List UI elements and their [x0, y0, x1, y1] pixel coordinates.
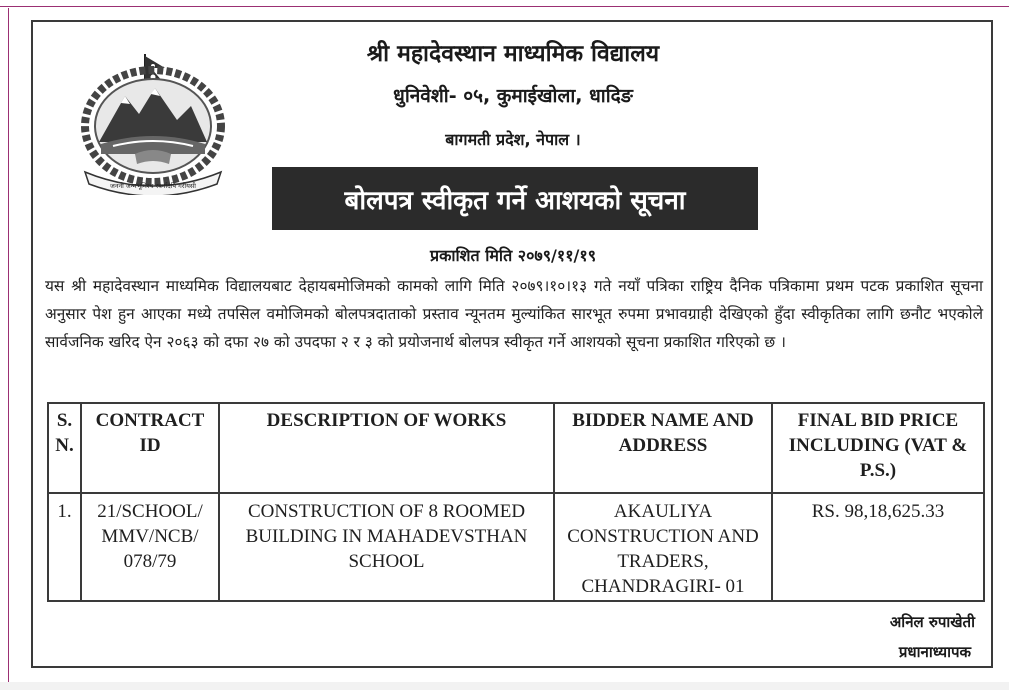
col-header-bid-price: FINAL BID PRICE INCLUDING (VAT & P.S.): [772, 403, 984, 493]
bid-table: [47, 402, 985, 602]
cell-bid-price: RS. 98,18,625.33: [772, 493, 984, 601]
school-name: श्री महादेवस्थान माध्यमिक विद्यालय: [366, 41, 660, 67]
table-row: [48, 493, 984, 601]
notice-title: [272, 167, 758, 230]
cell-description: CONSTRUCTION OF 8 ROOMED BUILDING IN MAHADEVSTHAN SCHOOL: [219, 493, 554, 601]
page-top-rule: [0, 6, 1009, 7]
notice-title-text: बोलपत्र स्वीकृत गर्ने आशयको सूचना: [344, 185, 686, 216]
published-date: प्रकाशित मिति २०७९/११/१९: [429, 246, 597, 265]
page-side-rule: [8, 8, 9, 690]
table-header-row: [48, 403, 984, 493]
cell-sn: 1.: [48, 493, 81, 601]
school-address: धुनिवेशी- ०५, कुमाईखोला, धादिङ: [393, 85, 633, 107]
signer-name: अनिल रुपाखेती: [889, 613, 975, 631]
signer-designation: प्रधानाध्यापक: [898, 643, 971, 661]
page-bottom-band: [0, 682, 1009, 690]
cell-contract-id: 21/SCHOOL/ MMV/NCB/ 078/79: [81, 493, 219, 601]
col-header-contract-id: CONTRACT ID: [81, 403, 219, 493]
notice-frame: [31, 20, 993, 668]
col-header-bidder: BIDDER NAME AND ADDRESS: [554, 403, 772, 493]
notice-body: यस श्री महादेवस्थान माध्यमिक विद्यालयबाट देहायबमोजिमको कामको लागि मिति २०७९।१०।१३ गते नयाँ पत्रिका राष्ट्रिय दैनिक पत्रिकामा प्रथम पटक प्रकाशित सूचना अनुसार पेश हुन आएका मध्ये तपसिल वमोजिमको बोलपत्रदाताको प्रस्ताव न्यूनतम मुल्यांकित सारभूत रुपमा प्रभावग्राही देखिएको हुँदा स्वीकृतिका लागि छनौट भएकोले सार्वजनिक खरिद ऐन २०६३ को दफा २७ को उपदफा २ र ३ को प्रयोजनार्थ बोलपत्र स्वीकृत गर्ने आशयको सूचना प्रकाशित गरिएको छ ।: [45, 277, 983, 351]
cell-bidder: AKAULIYA CONSTRUCTION AND TRADERS, CHANDRAGIRI- 01: [554, 493, 772, 601]
emblem-motto: जननी जन्मभूमिश्च स्वर्गादपि गरीयसी: [110, 182, 196, 190]
school-province: बागमती प्रदेश, नेपाल ।: [445, 130, 581, 149]
col-header-sn: S. N.: [48, 403, 81, 493]
nepal-emblem-icon: [73, 50, 233, 195]
col-header-description: DESCRIPTION OF WORKS: [219, 403, 554, 493]
